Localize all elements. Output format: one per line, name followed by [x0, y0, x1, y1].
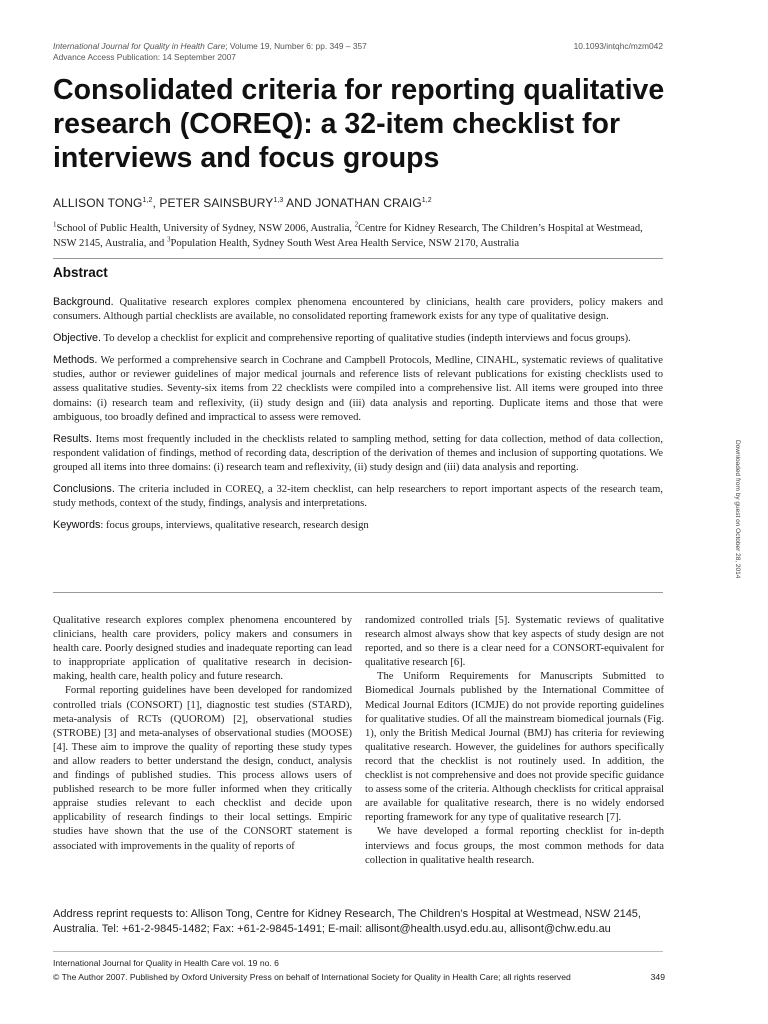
- author-affil-sup: 1,3: [273, 197, 284, 204]
- page-number: 349: [650, 972, 665, 982]
- body-paragraph: Qualitative research explores complex phenomena encountered by clinicians, health care providers, policy makers and consumers in health care. Poorly designed studies and inadequate reporting can lead to inappropriate application of qualitative research in decision-making, health care, health policy and future research.: [53, 615, 352, 683]
- body-column-right: [365, 614, 664, 868]
- divider: [53, 951, 663, 952]
- affil-text: Population Health, Sydney South West Area Health Service, NSW 2170, Australia: [170, 237, 520, 249]
- abstract-heading: Abstract: [53, 265, 108, 280]
- body-paragraph: Formal reporting guidelines have been developed for randomized controlled trials (CONSORT) [1], diagnostic test studies (STARD), meta-analysis of RCTs (QUOROM) [2], observational studies (STROBE) [3] and meta-analyses of observational studies (MOOSE) [4]. These aim to improve the quality of reporting these study types and allow readers to better understand the design, conduct, analysis and findings of published studies. This process allows users of published research to be more fuller informed when they critically appraise studies relevant to each checklist and decide upon applicability of research findings to their local settings. Empiric studies have shown that the use of the CONSORT statement is associated with improvements in the quality of reports of: [53, 685, 352, 852]
- body-column-left: [53, 614, 352, 854]
- abstract-conclusions: [53, 482, 663, 511]
- abstract-label: Conclusions.: [53, 483, 115, 496]
- affil-sup: 2: [354, 220, 359, 229]
- abstract-label: Keywords: [53, 519, 101, 532]
- divider: [53, 258, 663, 259]
- footer-copyright: © The Author 2007. Published by Oxford University Press on behalf of International Society for Quality in Health Care; all rights reserved: [53, 972, 571, 982]
- author-list: [53, 196, 432, 210]
- running-header: [53, 41, 367, 63]
- affil-sup: 1: [53, 220, 57, 229]
- abstract-background: [53, 295, 663, 324]
- author-affil-sup: 1,2: [142, 197, 153, 204]
- author-affil-sup: 1,2: [421, 197, 432, 204]
- abstract-keywords: [53, 518, 663, 533]
- abstract-body: [53, 295, 663, 540]
- abstract-label: Methods.: [53, 354, 98, 367]
- correspondence-address: Address reprint requests to: Allison Tong, Centre for Kidney Research, The Children’s Hospital at Westmead, NSW 2145, Australia. Tel: +61-2-9845-1482; Fax: +61-2-9845-1491; E-mail: allisont@health.usyd.edu.au, allisont@chw.edu.au: [53, 908, 641, 935]
- abstract-text: Qualitative research explores complex phenomena encountered by clinicians, health care providers, policy makers and consumers. Although partial checklists are available, no consolidated reporting framework exists for any type of qualitative design.: [53, 297, 663, 323]
- volume-info: ; Volume 19, Number 6: [225, 41, 311, 51]
- page-footer: [53, 956, 665, 984]
- body-paragraph: randomized controlled trials [5]. Systematic reviews of qualitative research almost always show that key aspects of study design are not reported, and so there is a clear need for a CONSORT-equivalent for qualitative research [6].: [365, 615, 664, 669]
- abstract-text: : focus groups, interviews, qualitative research, research design: [100, 520, 369, 532]
- body-paragraph: The Uniform Requirements for Manuscripts Submitted to Biomedical Journals published by the International Committee of Medical Journal Editors (ICMJE) do not provide reporting guidelines for qualitative studies. Of all the mainstream biomedical journals (Fig. 1), only the British Medical Journal (BMJ) has criteria for reviewing qualitative research. However, the guidelines for authors specifically record that the checklist is not routinely used. In addition, the checklist is not comprehensive and does not provide specific guidance to assess some of the criteria. Although checklists for critical appraisal are available for qualitative research, there is no widely endorsed reporting framework for any type of qualitative research [7].: [365, 671, 664, 824]
- journal-name: International Journal for Quality in Health Care: [53, 41, 226, 51]
- abstract-text: To develop a checklist for explicit and comprehensive reporting of qualitative studies (indepth interviews and focus groups).: [101, 333, 631, 345]
- abstract-label: Background.: [53, 296, 114, 308]
- abstract-objective: [53, 331, 663, 346]
- author-name: ALLISON TONG: [53, 196, 143, 210]
- article-title: Consolidated criteria for reporting qualitative research (COREQ): a 32-item checklist for interviews and focus groups: [53, 74, 665, 174]
- download-watermark: Downloaded from by guest on October 28, 2014: [734, 440, 741, 579]
- affil-sup: 3: [166, 234, 171, 243]
- footer-journal: International Journal for Quality in Health Care vol. 19 no. 6: [53, 958, 279, 968]
- abstract-label: Objective.: [53, 332, 102, 345]
- doi[interactable]: 10.1093/intqhc/mzm042: [573, 41, 663, 51]
- author-name: , PETER SAINSBURY: [152, 196, 274, 210]
- abstract-results: [53, 432, 663, 475]
- abstract-text: Items most frequently included in the checklists related to sampling method, setting for data collection, method of data collection, respondent validation of findings, method of recording data, description of the derivation of themes and inclusion of supporting quotations. We grouped all items into three domains: (i) research team and reflexivity, (ii) study design and (iii) data analysis and reporting.: [53, 433, 663, 473]
- affil-text: School of Public Health, University of Sydney, NSW 2006, Australia,: [56, 223, 355, 234]
- abstract-methods: [53, 353, 663, 424]
- page-range: : pp. 349 – 357: [310, 41, 367, 51]
- abstract-text: We performed a comprehensive search in Cochrane and Campbell Protocols, Medline, CINAHL, systematic reviews of qualitative studies, author or reviewer guidelines of major medical journals and reference lists of relevant publications for existing checklists used to assess qualitative studies. Seventy-six items from 22 checklists were compiled into a comprehensive list. All items were grouped into three domains: (i) research team and reflexivity, (ii) study design and (iii) data analysis and reporting. Duplicate items and those that were ambiguous, too broadly defined and impractical to assess were removed.: [53, 355, 663, 423]
- abstract-text: The criteria included in COREQ, a 32-item checklist, can help researchers to report important aspects of the research team, study methods, context of the study, findings, analysis and interpretations.: [53, 484, 663, 510]
- affiliations: [53, 222, 663, 251]
- advance-access: Advance Access Publication: 14 September 2007: [53, 52, 236, 62]
- author-name: AND JONATHAN CRAIG: [283, 196, 422, 210]
- divider: [53, 592, 663, 593]
- body-paragraph: We have developed a formal reporting checklist for in-depth interviews and focus groups, the most common methods for data collection in qualitative health research.: [365, 826, 664, 866]
- abstract-label: Results.: [53, 432, 93, 445]
- affil-text: Centre for Kidney Research, The Children’s Hospital at Westmead, NSW 2145, Australia, and: [53, 223, 643, 249]
